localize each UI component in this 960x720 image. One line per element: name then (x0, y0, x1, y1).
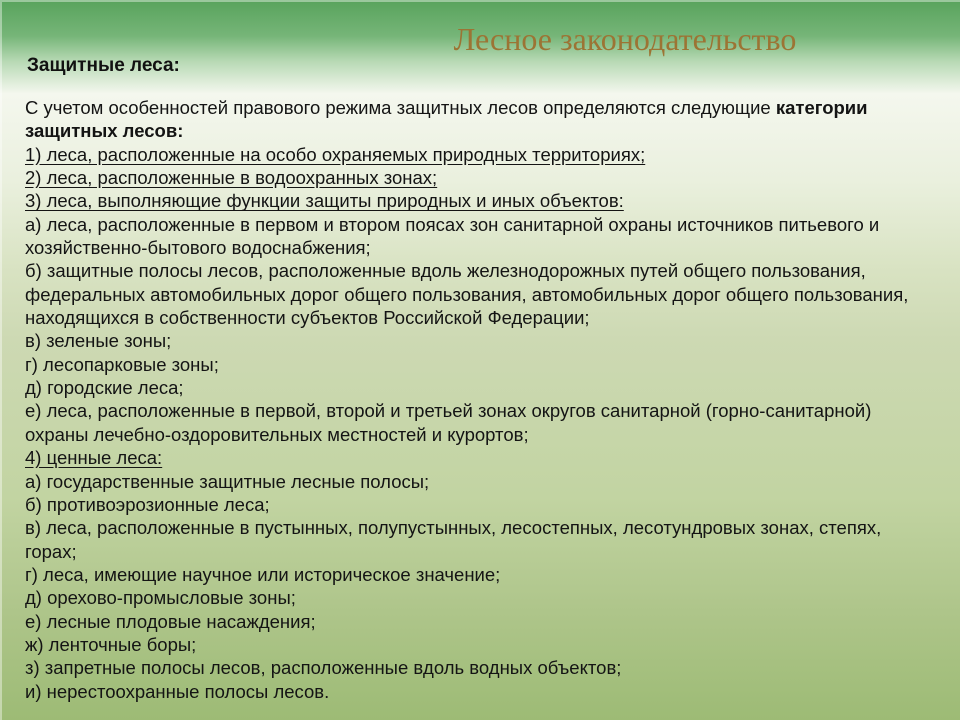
intro-text-bold: категории защитных лесов: (25, 97, 868, 142)
list-item: б) защитные полосы лесов, расположенные вдоль железнодорожных путей общего пользования, федеральных автомобильных дорог общего пользования, автомобильных дорог общего пользования, находящихся в собственности субъектов Российской Федерации; (25, 260, 909, 329)
list-item: е) лесные плодовые насаждения; (25, 610, 316, 632)
list-item: ж) ленточные боры; (25, 633, 197, 655)
list-item: в) леса, расположенные в пустынных, полупустынных, лесостепных, лесотундровых зонах, степях, горах; (25, 517, 882, 562)
list-item: г) леса, имеющие научное или историческое значение; (25, 563, 501, 585)
intro-text-normal: С учетом особенностей правового режима защитных лесов определяются следующие (25, 97, 776, 118)
list-item: е) леса, расположенные в первой, второй и третьей зонах округов санитарной (горно-санитарной) охраны лечебно-оздоровительных местностей и курортов; (25, 400, 872, 445)
list-item: д) городские леса; (25, 377, 184, 399)
list-item: а) государственные защитные лесные полосы; (25, 470, 430, 492)
list-item: и) нерестоохранные полосы лесов. (25, 680, 330, 702)
slide-title: Лесное законодательство (453, 21, 797, 57)
list-item: 2) леса, расположенные в водоохранных зонах; (25, 167, 438, 189)
list-item: а) леса, расположенные в первом и втором поясах зон санитарной охраны источников питьевого и хозяйственно-бытового водоснабжения; (25, 213, 880, 259)
list-item: 3) леса, выполняющие функции защиты природных и иных объектов: (25, 190, 624, 212)
list-item: в) зеленые зоны; (25, 330, 172, 352)
list-item: 1) леса, расположенные на особо охраняемых природных территориях; (25, 143, 646, 165)
list-item: 4) ценные леса: (25, 447, 163, 469)
intro-paragraph (25, 96, 933, 143)
list-item: з) запретные полосы лесов, расположенные вдоль водных объектов; (25, 657, 622, 679)
subtitle-protective-forests: Защитные леса: (27, 55, 180, 76)
list-item: д) орехово-промысловые зоны; (25, 587, 296, 609)
slide-body-text (25, 96, 933, 703)
list-item: б) противоэрозионные леса; (25, 493, 270, 515)
list-item: г) лесопарковые зоны; (25, 353, 219, 375)
